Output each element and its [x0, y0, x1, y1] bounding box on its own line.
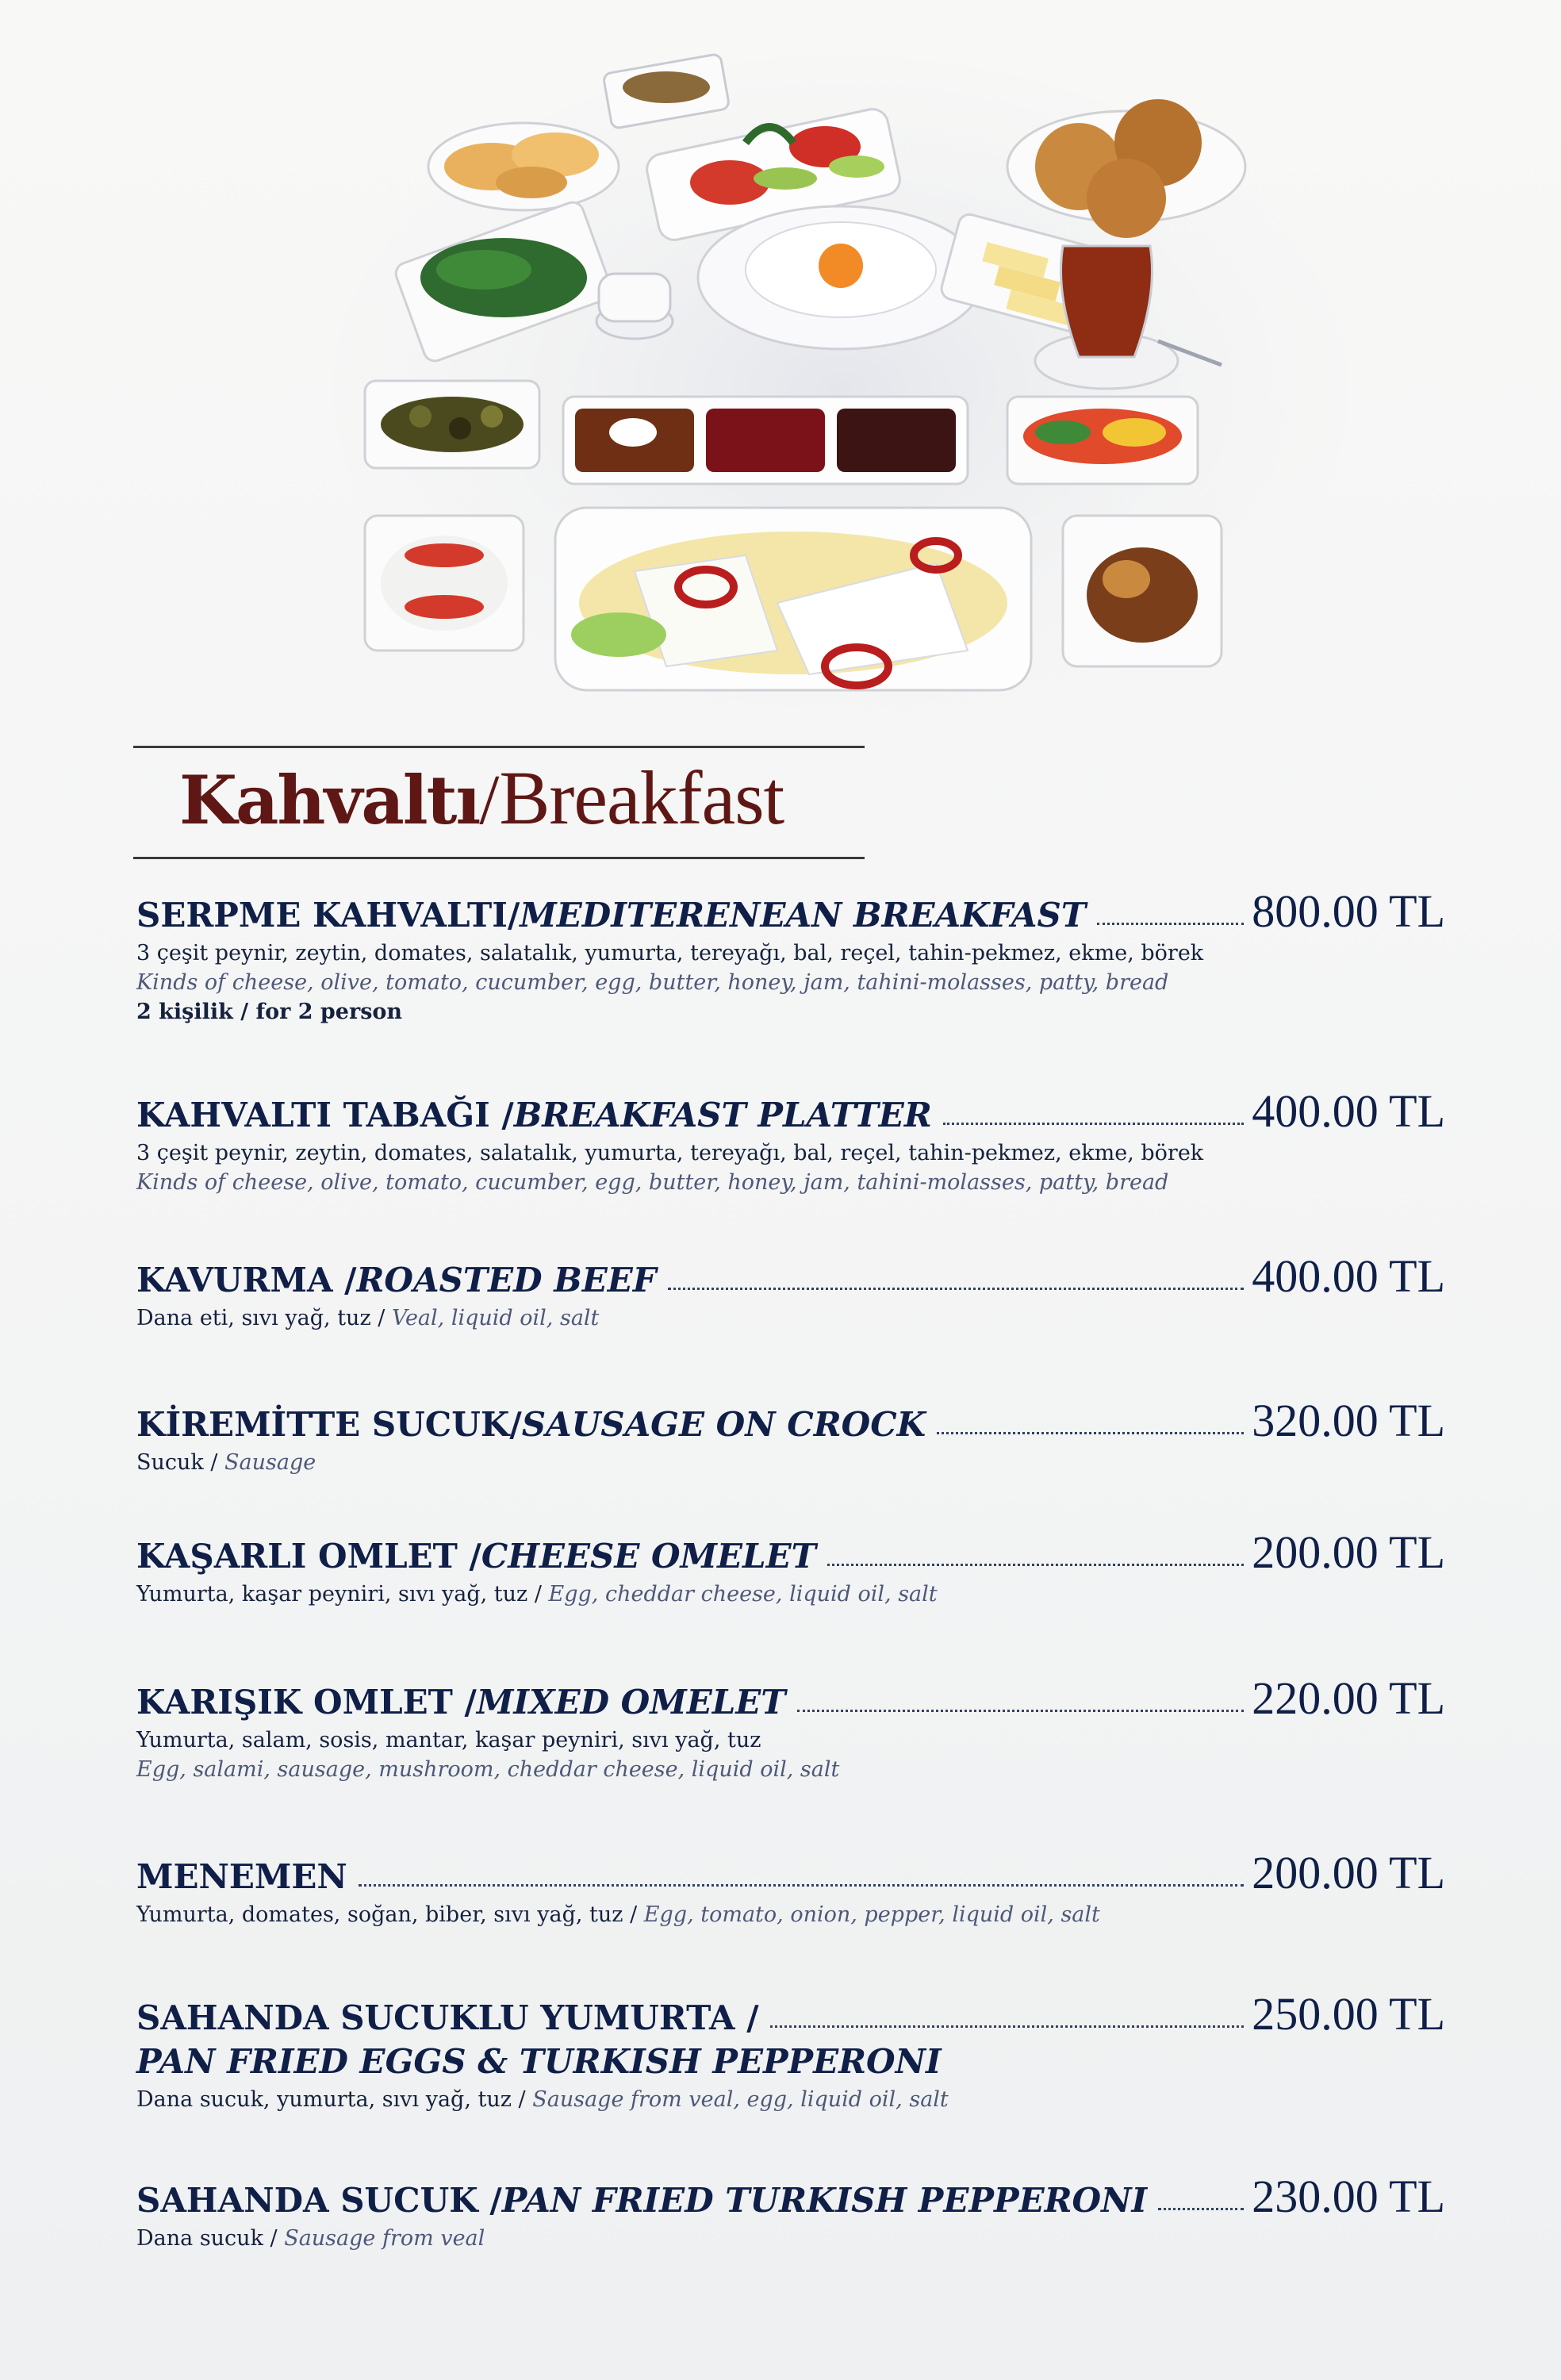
menu-item: [136, 1395, 1445, 1475]
item-name-english: ROASTED BEEF: [356, 1261, 657, 1299]
dot-leader: [359, 1884, 1244, 1887]
item-description-turkish: Dana sucuk /: [136, 2226, 285, 2251]
creamer: [596, 274, 673, 339]
item-description-english: Egg, salami, sausage, mushroom, cheddar cheese, liquid oil, salt: [136, 1757, 840, 1782]
item-name-turkish: KARIŞIK OMLET /: [136, 1683, 477, 1722]
title-separator: /: [479, 761, 500, 839]
item-name-english: PAN FRIED EGGS & TURKISH PEPPERONI: [136, 2042, 942, 2081]
item-name-turkish: KİREMİTTE SUCUK/: [136, 1405, 522, 1444]
heading-top-rule: [133, 746, 865, 748]
item-description-english: Sausage: [224, 1450, 316, 1475]
item-price: 400.00 TL: [1252, 1085, 1445, 1137]
item-name-turkish: SERPME KAHVALTI/: [136, 896, 520, 935]
dot-leader: [827, 1564, 1244, 1566]
item-description-english: Egg, cheddar cheese, liquid oil, salt: [548, 1582, 938, 1606]
menu-item: [136, 885, 1445, 1024]
item-name-turkish: SAHANDA SUCUK /: [136, 2181, 502, 2220]
dot-leader: [937, 1432, 1244, 1434]
item-name-turkish: SAHANDA SUCUKLU YUMURTA /: [136, 1998, 759, 2037]
dot-leader: [797, 1710, 1245, 1712]
item-price: 200.00 TL: [1252, 1847, 1445, 1898]
menu-item: [136, 1988, 1445, 2112]
title-turkish: Kahvaltı: [179, 761, 480, 839]
egg-plate: [698, 206, 984, 349]
item-description-turkish: Yumurta, kaşar peyniri, sıvı yağ, tuz /: [136, 1582, 549, 1606]
item-description-turkish: Dana eti, sıvı yağ, tuz /: [136, 1306, 392, 1330]
menu-item: [136, 1672, 1445, 1782]
item-price: 320.00 TL: [1252, 1395, 1445, 1446]
serving-note: 2 kişilik / for 2 person: [136, 1000, 403, 1024]
item-description-turkish: 3 çeşit peynir, zeytin, domates, salatalık, yumurta, tereyağı, bal, reçel, tahin-pekmez, ekme, börek: [136, 941, 1204, 965]
condiment-tray: [563, 397, 968, 484]
dot-leader: [1158, 2208, 1244, 2210]
menu-item: [136, 2171, 1445, 2251]
pastry-plate: [428, 123, 619, 210]
item-price: 230.00 TL: [1252, 2171, 1445, 2222]
dot-leader: [943, 1123, 1244, 1125]
item-description-turkish: Yumurta, salam, sosis, mantar, kaşar peyniri, sıvı yağ, tuz: [136, 1728, 761, 1752]
item-price: 800.00 TL: [1252, 885, 1445, 937]
item-name-english: BREAKFAST PLATTER: [513, 1096, 932, 1134]
page-title: [179, 754, 784, 849]
item-description-turkish: Dana sucuk, yumurta, sıvı yağ, tuz /: [136, 2087, 533, 2112]
item-description-turkish: Yumurta, domates, soğan, biber, sıvı yağ, tuz /: [136, 1902, 644, 1927]
item-description-english: Sausage from veal: [284, 2226, 485, 2251]
breakfast-spread-photo: [333, 48, 1356, 714]
menu-item: [136, 1847, 1445, 1927]
item-price: 220.00 TL: [1252, 1672, 1445, 1724]
item-name-turkish: MENEMEN: [136, 1857, 347, 1896]
item-name-english: CHEESE OMELET: [481, 1537, 816, 1576]
item-description-english: Egg, tomato, onion, pepper, liquid oil, salt: [643, 1902, 1100, 1927]
heading-bottom-rule: [133, 857, 865, 859]
item-name-turkish: KAHVALTI TABAĞI /: [136, 1096, 514, 1134]
item-name-english: PAN FRIED TURKISH PEPPERONI: [501, 2181, 1148, 2220]
item-description-english: Veal, liquid oil, salt: [391, 1306, 600, 1330]
olive-bowl: [365, 381, 539, 468]
dot-leader: [1097, 923, 1244, 925]
title-english: Breakfast: [499, 755, 784, 840]
menu-item: [136, 1250, 1445, 1330]
item-description-english: Kinds of cheese, olive, tomato, cucumber, egg, butter, honey, jam, tahini-molasses, patty, bread: [136, 970, 1169, 995]
cottage-cheese-plate: [365, 516, 524, 651]
menu-item: [136, 1526, 1445, 1606]
dessert-plate: [1063, 516, 1222, 666]
item-name-turkish: KAŞARLI OMLET /: [136, 1537, 481, 1576]
dot-leader: [770, 2025, 1245, 2028]
item-price: 400.00 TL: [1252, 1250, 1445, 1302]
item-description-turkish: Sucuk /: [136, 1450, 225, 1475]
dot-leader: [668, 1288, 1245, 1290]
item-price: 200.00 TL: [1252, 1526, 1445, 1578]
menu-item: [136, 1085, 1445, 1195]
item-price: 250.00 TL: [1252, 1988, 1445, 2040]
item-name-english: MIXED OMELET: [476, 1683, 786, 1722]
item-name-english: MEDITERENEAN BREAKFAST: [520, 896, 1087, 935]
cheese-platter: [555, 508, 1031, 690]
salad-plate: [1007, 397, 1198, 484]
item-description-turkish: 3 çeşit peynir, zeytin, domates, salatalık, yumurta, tereyağı, bal, reçel, tahin-pekmez, ekme, börek: [136, 1141, 1204, 1165]
item-name-turkish: KAVURMA /: [136, 1261, 357, 1299]
item-name-english: SAUSAGE ON CROCK: [521, 1405, 926, 1444]
item-description-english: Sausage from veal, egg, liquid oil, salt: [532, 2087, 949, 2112]
item-description-english: Kinds of cheese, olive, tomato, cucumber, egg, butter, honey, jam, tahini-molasses, patty, bread: [136, 1170, 1169, 1195]
